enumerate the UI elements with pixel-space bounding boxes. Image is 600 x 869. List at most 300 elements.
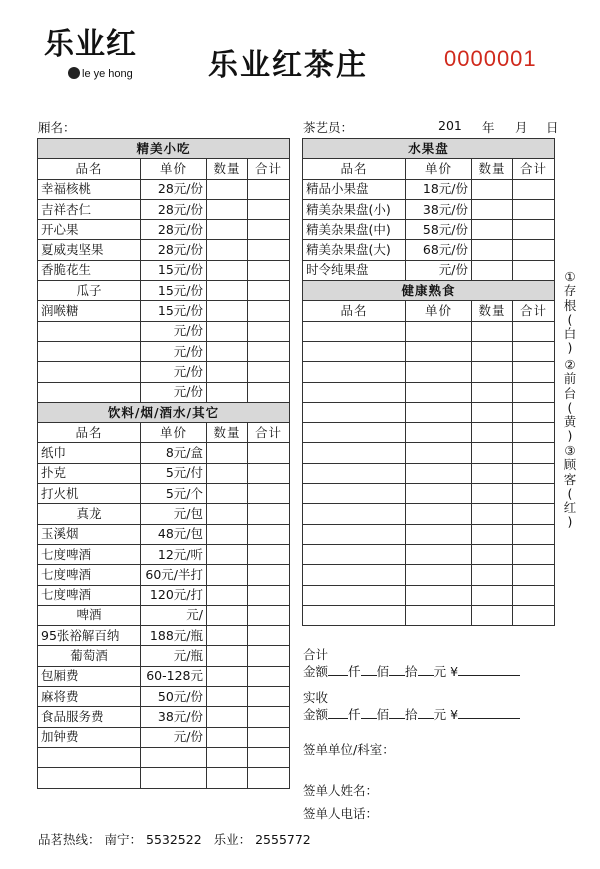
- table-row: [303, 362, 555, 382]
- item-total-cell: [248, 727, 290, 747]
- item-total-cell: [248, 382, 290, 402]
- item-price: 188元/瓶: [141, 626, 207, 646]
- copy-text: [562, 372, 578, 443]
- table-row: [303, 504, 555, 524]
- item-qty-cell: [207, 626, 248, 646]
- item-total-cell: [248, 260, 290, 280]
- table-row: [303, 565, 555, 585]
- tea-artist-label: 茶艺员：: [303, 120, 354, 135]
- item-qty-cell: [207, 707, 248, 727]
- shi-unit: 拾: [405, 664, 418, 679]
- item-name: [303, 341, 406, 361]
- item-price: 8元/盒: [141, 443, 207, 463]
- item-qty-cell: [207, 260, 248, 280]
- copy-char: 红: [563, 500, 577, 516]
- table-row: [303, 544, 555, 564]
- item-price: 元/包: [141, 504, 207, 524]
- table-row: [38, 687, 290, 707]
- table-row: [38, 463, 290, 483]
- item-price: [141, 768, 207, 788]
- copy-note-2: [562, 358, 578, 444]
- table-row: [303, 240, 555, 260]
- col-total-header: 合计: [513, 301, 555, 321]
- item-name: [38, 341, 141, 361]
- date-year: 201: [438, 118, 462, 133]
- section-header-row: [38, 402, 290, 422]
- copy-number: ①: [564, 269, 576, 284]
- copy-char: 顾: [563, 457, 577, 473]
- item-name: 95张裕解百纳: [38, 626, 141, 646]
- item-qty-cell: [472, 321, 513, 341]
- item-price: 28元/份: [141, 220, 207, 240]
- item-qty-cell: [207, 321, 248, 341]
- item-total-cell: [513, 362, 555, 382]
- item-price: [406, 443, 472, 463]
- item-qty-cell: [207, 605, 248, 625]
- item-total-cell: [513, 179, 555, 199]
- item-price: [406, 341, 472, 361]
- logo-text: 乐业红: [44, 27, 137, 62]
- item-name: 七度啤酒: [38, 544, 141, 564]
- item-qty-cell: [472, 240, 513, 260]
- section-title-drinks: 饮料/烟/酒水/其它: [38, 402, 290, 422]
- item-name: [303, 362, 406, 382]
- copy-char: 前: [563, 371, 577, 387]
- item-name: [303, 321, 406, 341]
- phone2: 2555772: [255, 832, 311, 847]
- item-price: [141, 747, 207, 767]
- amount-blank: [418, 706, 434, 719]
- table-row: [303, 220, 555, 240]
- item-name: 精美杂果盘(大): [303, 240, 406, 260]
- item-qty-cell: [207, 341, 248, 361]
- item-total-cell: [513, 321, 555, 341]
- item-qty-cell: [207, 301, 248, 321]
- item-price: 48元/包: [141, 524, 207, 544]
- item-name: 加钟费: [38, 727, 141, 747]
- table-row: [38, 768, 290, 788]
- item-total-cell: [248, 747, 290, 767]
- item-price: 元/份: [141, 382, 207, 402]
- sign-unit-label: 签单单位/科室：: [303, 742, 395, 757]
- item-qty-cell: [472, 179, 513, 199]
- item-qty-cell: [472, 605, 513, 625]
- amount-blank: [389, 706, 405, 719]
- copy-char: ): [567, 340, 573, 356]
- item-price: [406, 402, 472, 422]
- copy-text: [562, 458, 578, 529]
- section-header-row: [303, 281, 555, 301]
- item-qty-cell: [207, 727, 248, 747]
- table-row: [38, 484, 290, 504]
- yuan-unit: 元: [433, 707, 447, 722]
- item-name: [38, 768, 141, 788]
- item-total-cell: [248, 281, 290, 301]
- item-price: [406, 585, 472, 605]
- table-row: [38, 362, 290, 382]
- item-total-cell: [513, 544, 555, 564]
- section-title-snacks: 精美小吃: [38, 139, 290, 159]
- table-row: [38, 443, 290, 463]
- item-qty-cell: [472, 382, 513, 402]
- item-name: [303, 524, 406, 544]
- city1-label: 南宁：: [104, 832, 143, 847]
- item-total-cell: [248, 626, 290, 646]
- item-price: 50元/份: [141, 687, 207, 707]
- item-price: 元/份: [141, 341, 207, 361]
- table-row: [38, 504, 290, 524]
- item-qty-cell: [207, 281, 248, 301]
- item-total-cell: [248, 463, 290, 483]
- item-price: 元/份: [141, 362, 207, 382]
- item-name: 麻将费: [38, 687, 141, 707]
- copy-number: ③: [564, 443, 576, 458]
- section-header-row: [38, 139, 290, 159]
- item-name: 纸巾: [38, 443, 141, 463]
- amount-blank: [458, 706, 520, 719]
- item-name: [303, 544, 406, 564]
- item-total-cell: [513, 199, 555, 219]
- table-row: [38, 321, 290, 341]
- table-row: [38, 260, 290, 280]
- item-qty-cell: [472, 504, 513, 524]
- col-price-header: 单价: [141, 159, 207, 179]
- item-total-cell: [248, 301, 290, 321]
- table-row: [38, 179, 290, 199]
- item-qty-cell: [207, 687, 248, 707]
- col-price-header: 单价: [406, 159, 472, 179]
- copy-number: ②: [564, 357, 576, 372]
- item-qty-cell: [207, 646, 248, 666]
- item-total-cell: [248, 199, 290, 219]
- item-price: 28元/份: [141, 240, 207, 260]
- bai-unit: 佰: [376, 664, 390, 679]
- item-total-cell: [513, 220, 555, 240]
- item-name: [303, 585, 406, 605]
- table-row: [38, 524, 290, 544]
- copy-char: (: [567, 311, 573, 327]
- item-total-cell: [513, 524, 555, 544]
- col-name-header: 品名: [303, 159, 406, 179]
- bai-unit: 佰: [376, 707, 390, 722]
- item-name: 吉祥杏仁: [38, 199, 141, 219]
- section-title-cooked: 健康熟食: [303, 281, 555, 301]
- item-name: 瓜子: [38, 281, 141, 301]
- amount-blank: [361, 663, 377, 676]
- table-row: [303, 423, 555, 443]
- item-qty-cell: [207, 199, 248, 219]
- item-qty-cell: [472, 220, 513, 240]
- item-price: 元/份: [141, 727, 207, 747]
- item-price: 5元/个: [141, 484, 207, 504]
- item-price: [406, 524, 472, 544]
- item-price: [406, 544, 472, 564]
- table-row: [38, 605, 290, 625]
- shi-unit: 拾: [405, 707, 418, 722]
- copy-char: 根: [563, 297, 577, 313]
- item-qty-cell: [472, 402, 513, 422]
- item-name: [303, 463, 406, 483]
- table-row: [38, 727, 290, 747]
- item-price: [406, 423, 472, 443]
- item-price: 58元/份: [406, 220, 472, 240]
- item-name: [303, 443, 406, 463]
- item-price: 15元/份: [141, 281, 207, 301]
- table-row: [38, 220, 290, 240]
- table-row: [38, 585, 290, 605]
- copy-char: 存: [563, 283, 577, 299]
- item-total-cell: [248, 666, 290, 686]
- copy-char: 白: [563, 326, 577, 342]
- amount-label: 金额: [303, 707, 329, 722]
- item-name: 包厢费: [38, 666, 141, 686]
- table-row: [38, 281, 290, 301]
- item-qty-cell: [472, 199, 513, 219]
- yuan-unit: 元: [433, 664, 447, 679]
- amount-blank: [328, 706, 348, 719]
- copy-text: [562, 284, 578, 355]
- item-qty-cell: [207, 747, 248, 767]
- amount-blank: [328, 663, 348, 676]
- col-price-header: 单价: [406, 301, 472, 321]
- item-name: 打火机: [38, 484, 141, 504]
- item-name: 夏威夷坚果: [38, 240, 141, 260]
- item-name: [303, 504, 406, 524]
- table-row: [303, 382, 555, 402]
- item-total-cell: [248, 687, 290, 707]
- item-total-cell: [513, 463, 555, 483]
- item-qty-cell: [472, 463, 513, 483]
- item-qty-cell: [207, 565, 248, 585]
- copy-note-1: [562, 270, 578, 356]
- item-qty-cell: [207, 443, 248, 463]
- item-name: [303, 565, 406, 585]
- col-name-header: 品名: [38, 423, 141, 443]
- amount-blank: [389, 663, 405, 676]
- item-total-cell: [248, 585, 290, 605]
- amount-blank: [458, 663, 520, 676]
- table-row: [303, 524, 555, 544]
- col-total-header: 合计: [513, 159, 555, 179]
- item-name: [303, 382, 406, 402]
- item-total-cell: [248, 544, 290, 564]
- date-month-unit: 月: [515, 120, 528, 135]
- column-header-row: [38, 159, 290, 179]
- item-name: 香脆花生: [38, 260, 141, 280]
- item-qty-cell: [207, 768, 248, 788]
- item-qty-cell: [207, 666, 248, 686]
- copy-char: ): [567, 514, 573, 530]
- room-label: 厢名：: [38, 120, 76, 135]
- item-price: 28元/份: [141, 179, 207, 199]
- table-row: [303, 605, 555, 625]
- item-qty-cell: [472, 585, 513, 605]
- item-total-cell: [248, 220, 290, 240]
- item-qty-cell: [472, 423, 513, 443]
- item-price: 68元/份: [406, 240, 472, 260]
- table-row: [38, 382, 290, 402]
- item-total-cell: [513, 423, 555, 443]
- item-qty-cell: [472, 484, 513, 504]
- item-price: 38元/份: [141, 707, 207, 727]
- item-name: 七度啤酒: [38, 585, 141, 605]
- item-qty-cell: [472, 260, 513, 280]
- item-name: 润喉糖: [38, 301, 141, 321]
- item-name: 玉溪烟: [38, 524, 141, 544]
- qian-unit: 仟: [348, 707, 361, 722]
- table-row: [303, 585, 555, 605]
- table-row: [38, 666, 290, 686]
- item-name: [303, 484, 406, 504]
- col-price-header: 单价: [141, 423, 207, 443]
- table-row: [303, 260, 555, 280]
- item-name: [303, 423, 406, 443]
- item-name: [38, 362, 141, 382]
- col-qty-header: 数量: [472, 301, 513, 321]
- item-name: 扑克: [38, 463, 141, 483]
- copy-char: 台: [563, 385, 577, 401]
- yen-symbol: ¥: [450, 664, 459, 679]
- table-row: [38, 544, 290, 564]
- item-price: 120元/打: [141, 585, 207, 605]
- item-total-cell: [248, 443, 290, 463]
- table-row: [38, 707, 290, 727]
- item-price: 元/份: [141, 321, 207, 341]
- sign-name-label: 签单人姓名：: [303, 783, 379, 798]
- table-row: [303, 443, 555, 463]
- table-row: [38, 240, 290, 260]
- item-qty-cell: [472, 362, 513, 382]
- city2-label: 乐业：: [213, 832, 252, 847]
- col-qty-header: 数量: [207, 423, 248, 443]
- item-name: [38, 747, 141, 767]
- item-total-cell: [513, 402, 555, 422]
- copy-char: 黄: [563, 414, 577, 430]
- item-qty-cell: [207, 504, 248, 524]
- section-header-row: [303, 139, 555, 159]
- table-row: [38, 565, 290, 585]
- table-row: [303, 484, 555, 504]
- item-qty-cell: [207, 524, 248, 544]
- qian-unit: 仟: [348, 664, 361, 679]
- item-total-cell: [513, 585, 555, 605]
- item-name: [303, 605, 406, 625]
- table-row: [303, 463, 555, 483]
- item-name: 真龙: [38, 504, 141, 524]
- col-qty-header: 数量: [472, 159, 513, 179]
- item-qty-cell: [207, 544, 248, 564]
- item-qty-cell: [472, 565, 513, 585]
- item-name: 幸福核桃: [38, 179, 141, 199]
- item-price: 15元/份: [141, 301, 207, 321]
- item-price: [406, 605, 472, 625]
- item-qty-cell: [207, 220, 248, 240]
- received-label: 实收: [303, 690, 329, 705]
- item-name: 开心果: [38, 220, 141, 240]
- item-total-cell: [513, 484, 555, 504]
- total-label: 合计: [303, 647, 329, 662]
- logo-seal-icon: [68, 67, 80, 79]
- footer-hotline: [38, 830, 311, 848]
- column-header-row: [38, 423, 290, 443]
- item-name: 七度啤酒: [38, 565, 141, 585]
- column-header-row: [303, 159, 555, 179]
- item-name: [303, 402, 406, 422]
- item-price: 38元/份: [406, 199, 472, 219]
- item-price: 元/份: [406, 260, 472, 280]
- col-name-header: 品名: [38, 159, 141, 179]
- table-row: [38, 341, 290, 361]
- item-total-cell: [248, 321, 290, 341]
- item-price: [406, 362, 472, 382]
- item-price: 28元/份: [141, 199, 207, 219]
- table-row: [38, 626, 290, 646]
- item-price: 元/: [141, 605, 207, 625]
- item-name: 葡萄酒: [38, 646, 141, 666]
- right-order-table: [302, 138, 555, 626]
- item-total-cell: [248, 707, 290, 727]
- item-qty-cell: [207, 463, 248, 483]
- item-total-cell: [513, 260, 555, 280]
- serial-number: 0000001: [444, 46, 537, 71]
- item-qty-cell: [207, 484, 248, 504]
- table-row: [38, 646, 290, 666]
- item-qty-cell: [207, 382, 248, 402]
- item-price: [406, 463, 472, 483]
- phone1: 5532522: [146, 832, 202, 847]
- item-price: [406, 321, 472, 341]
- item-price: [406, 565, 472, 585]
- item-total-cell: [513, 382, 555, 402]
- item-total-cell: [248, 565, 290, 585]
- item-qty-cell: [207, 585, 248, 605]
- table-row: [303, 321, 555, 341]
- item-name: 食品服务费: [38, 707, 141, 727]
- yen-symbol: ¥: [450, 707, 459, 722]
- item-price: 5元/付: [141, 463, 207, 483]
- total-amount-row: [303, 662, 520, 680]
- item-name: 精美杂果盘(中): [303, 220, 406, 240]
- item-price: [406, 484, 472, 504]
- item-qty-cell: [472, 544, 513, 564]
- left-order-table: [37, 138, 290, 789]
- item-price: 12元/听: [141, 544, 207, 564]
- table-row: [38, 747, 290, 767]
- copy-char: ): [567, 428, 573, 444]
- item-total-cell: [513, 565, 555, 585]
- logo-subtitle: le ye hong: [82, 68, 133, 80]
- item-price: 元/瓶: [141, 646, 207, 666]
- item-qty-cell: [472, 443, 513, 463]
- item-name: 精美杂果盘(小): [303, 199, 406, 219]
- table-row: [38, 199, 290, 219]
- item-qty-cell: [207, 240, 248, 260]
- item-total-cell: [513, 240, 555, 260]
- table-row: [303, 341, 555, 361]
- item-price: 15元/份: [141, 260, 207, 280]
- item-price: [406, 504, 472, 524]
- item-total-cell: [248, 484, 290, 504]
- item-name: [38, 321, 141, 341]
- table-row: [303, 199, 555, 219]
- item-total-cell: [248, 240, 290, 260]
- item-total-cell: [248, 768, 290, 788]
- brand-logo: [44, 27, 164, 90]
- table-row: [303, 179, 555, 199]
- item-price: 18元/份: [406, 179, 472, 199]
- col-name-header: 品名: [303, 301, 406, 321]
- col-total-header: 合计: [248, 159, 290, 179]
